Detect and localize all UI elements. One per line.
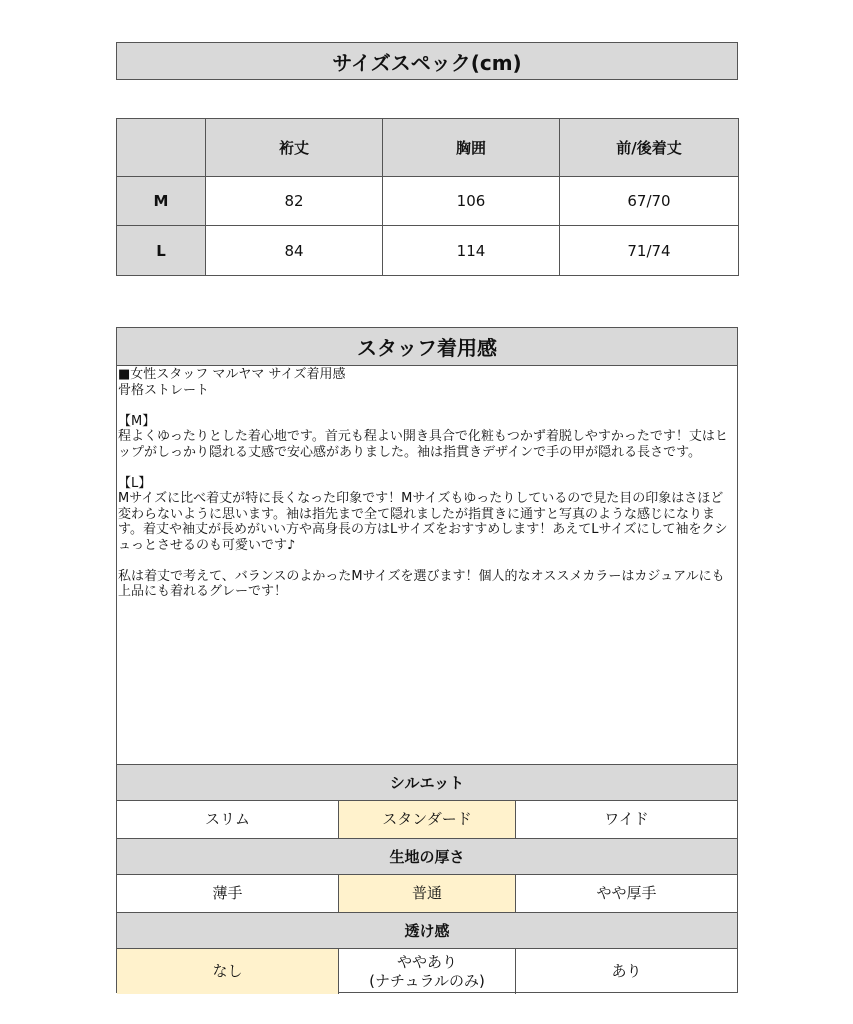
- rating-row-thickness: [117, 875, 737, 912]
- column-header-yuki: 裄丈: [206, 119, 383, 177]
- rating-option-selected: 普通: [339, 875, 516, 912]
- rating-option: スリム: [117, 801, 339, 838]
- cell-yuki: 82: [206, 176, 383, 226]
- rating-header-sheerness: 透け感: [117, 912, 737, 949]
- rating-option-selected: なし: [117, 949, 339, 994]
- table-row: [117, 226, 739, 276]
- staff-review-panel: [116, 327, 738, 993]
- staff-review-title: スタッフ着用感: [117, 328, 737, 366]
- column-header-chest: 胸囲: [383, 119, 560, 177]
- cell-length: 71/74: [560, 226, 739, 276]
- table-row: [117, 176, 739, 226]
- size-spec-table: [116, 118, 739, 276]
- staff-review-comment: ■女性スタッフ マルヤマ サイズ着用感 骨格ストレート 【M】 程よくゆったりとした着心地です。首元も程よい開き具合で化粧もつかず着脱しやすかったです！丈はヒップがしっかり隠れる丈感で安心感がありました。袖は指貫きデザインで手の甲が隠れる長さです。 【L】 Mサイズに比べ着丈が特に長くなった印象です！Mサイズもゆったりしているので見た目の印象はさほど変わらないように思います。袖は指先まで全て隠れましたが指貫きに通すと写真のような感じになります。着丈や袖丈が長めがいい方や高身長の方はLサイズをおすすめします！あえてLサイズにして袖をクシュっとさせるのも可愛いです♪ 私は着丈で考えて、バランスのよかったMサイズを選びます！個人的なオススメカラーはカジュアルにも上品にも着れるグレーです！: [118, 367, 728, 599]
- rating-option: あり: [611, 962, 642, 980]
- rating-header-silhouette: シルエット: [117, 764, 737, 801]
- cell-chest: 106: [383, 176, 560, 226]
- rating-row-silhouette: [117, 801, 737, 838]
- row-header-size: M: [117, 176, 206, 226]
- table-header-row: [117, 119, 739, 177]
- table-corner-cell: [117, 119, 206, 177]
- rating-option: ややあり (ナチュラルのみ): [339, 949, 516, 994]
- row-header-size: L: [117, 226, 206, 276]
- rating-row-sheerness: [117, 949, 737, 994]
- rating-header-thickness: 生地の厚さ: [117, 838, 737, 875]
- rating-option: ワイド: [604, 810, 649, 828]
- size-spec-title: サイズスペック(cm): [116, 42, 738, 80]
- rating-option-selected: スタンダード: [339, 801, 516, 838]
- rating-option: やや厚手: [596, 884, 657, 902]
- cell-yuki: 84: [206, 226, 383, 276]
- cell-length: 67/70: [560, 176, 739, 226]
- column-header-length: 前/後着丈: [560, 119, 739, 177]
- cell-chest: 114: [383, 226, 560, 276]
- rating-option: 薄手: [117, 875, 339, 912]
